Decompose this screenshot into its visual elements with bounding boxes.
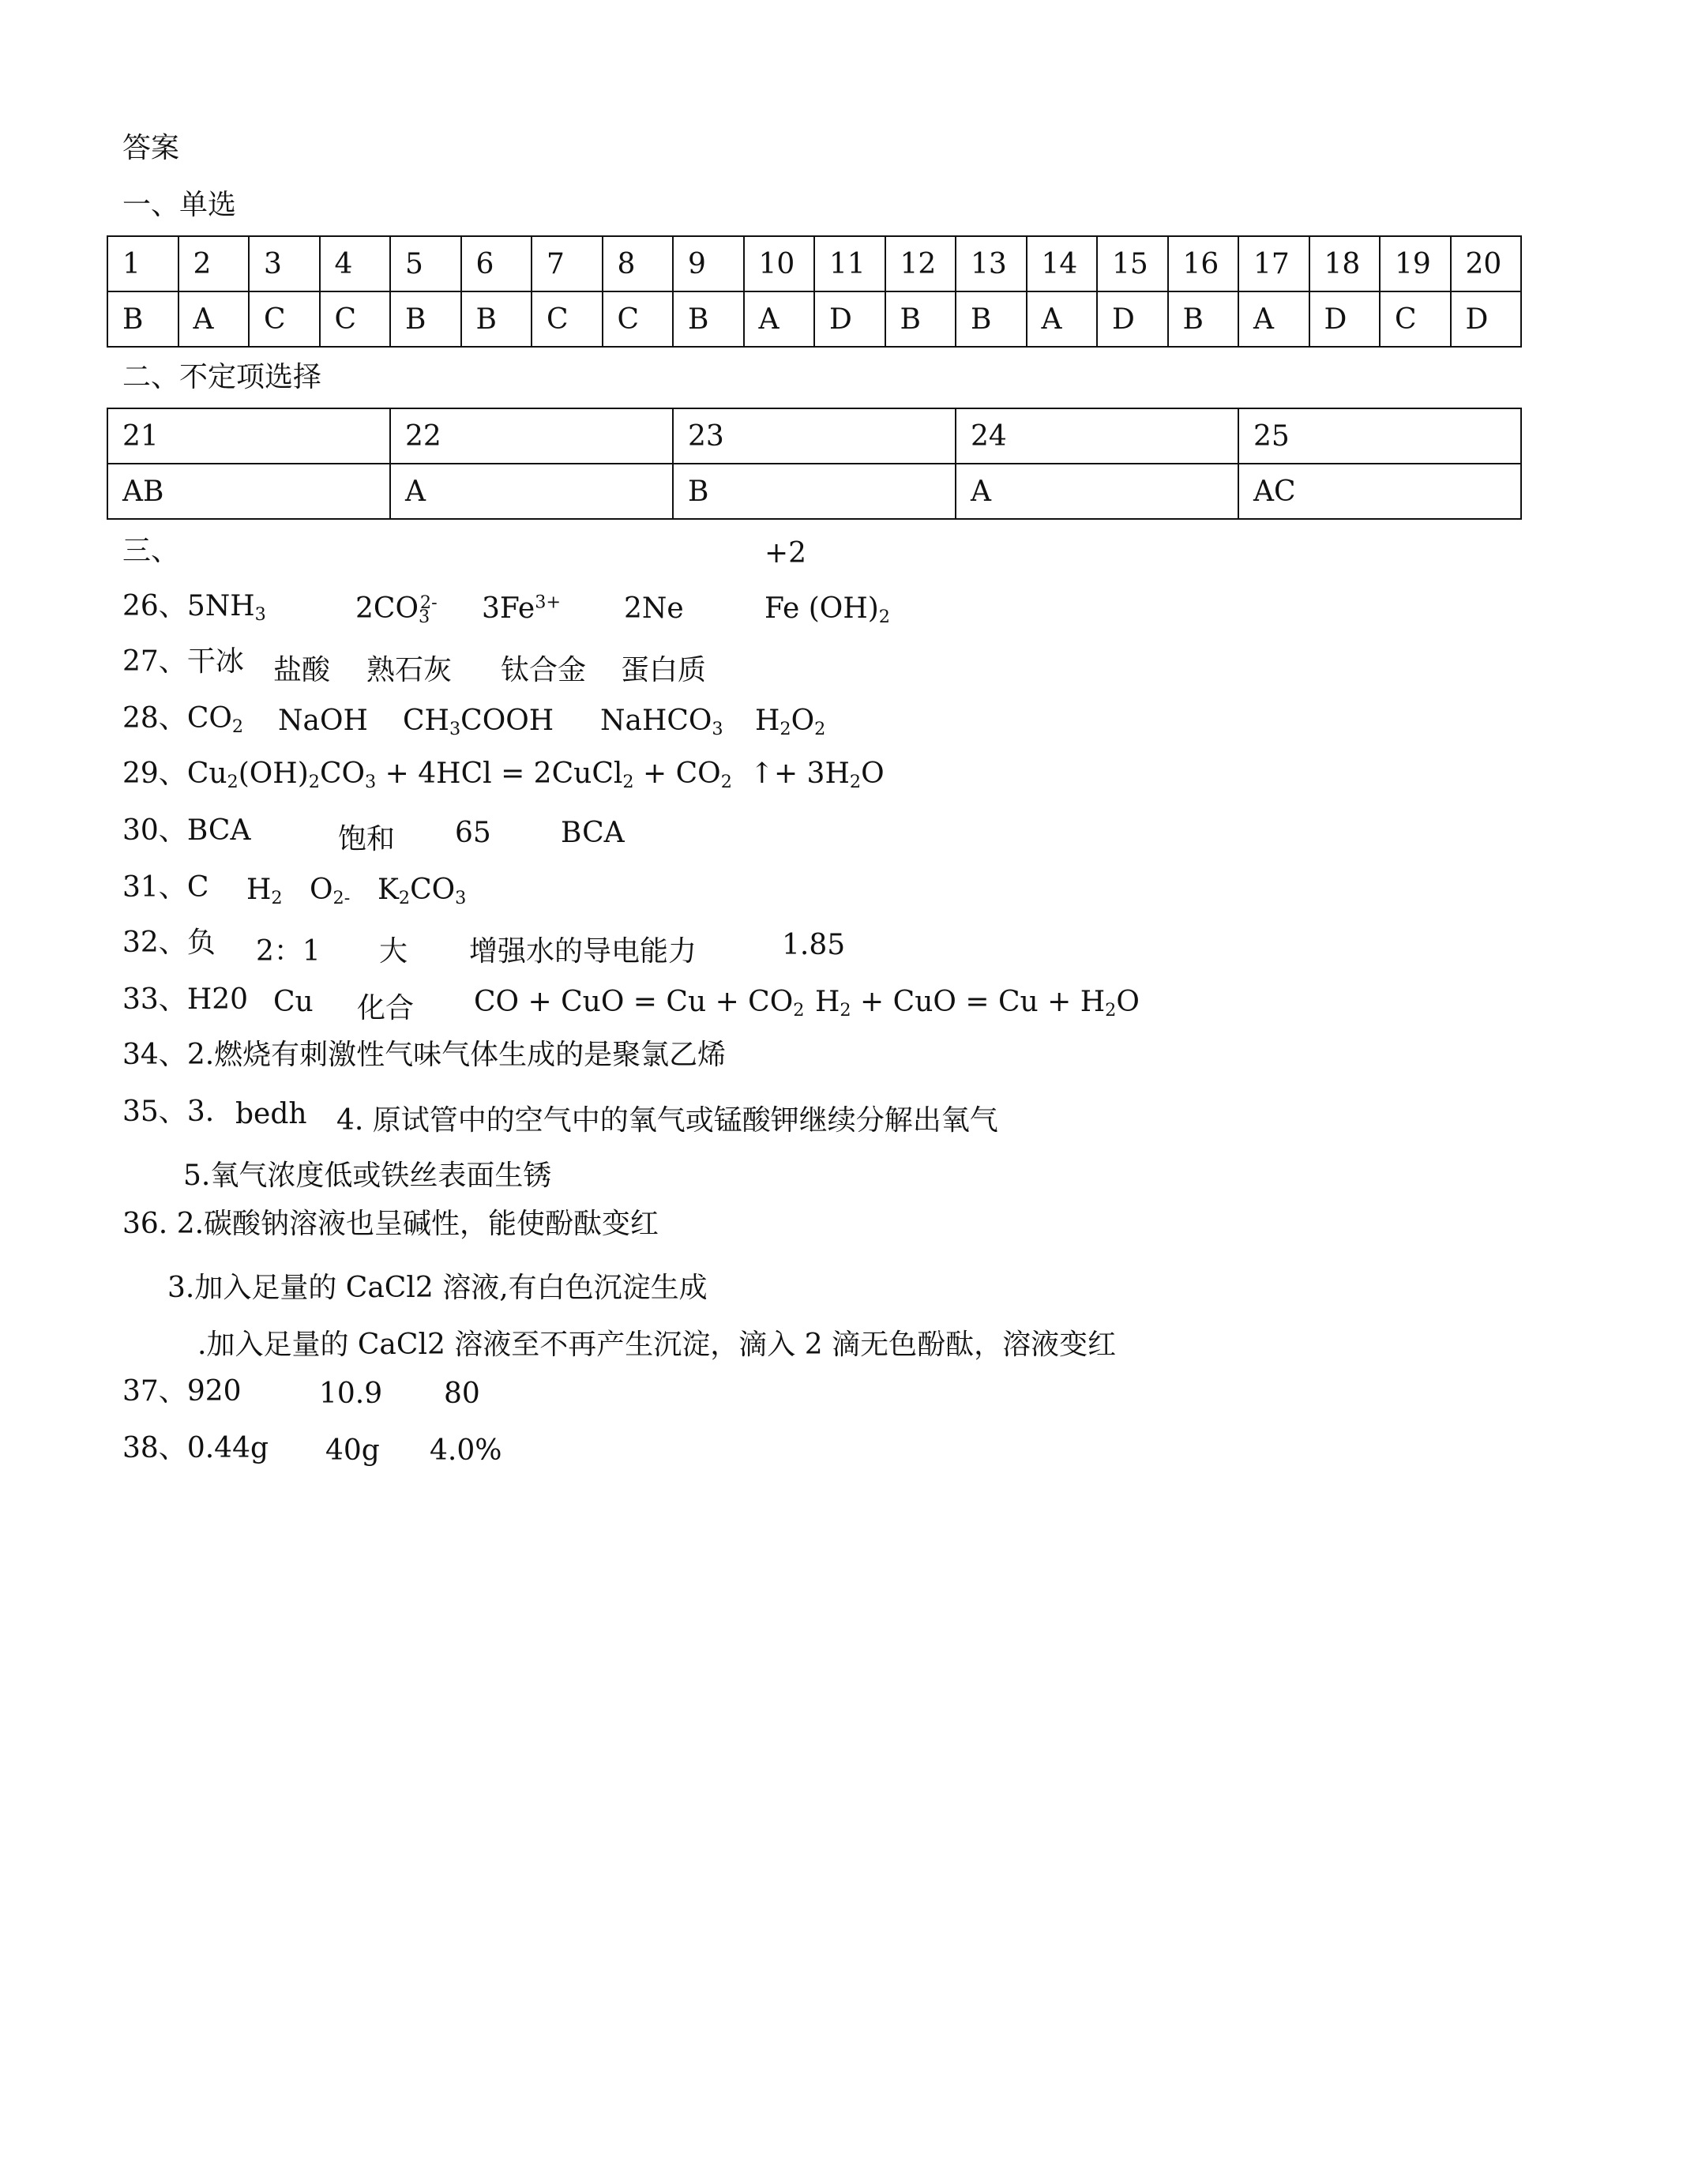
single-choice-number-cell-19: 19 [1380, 236, 1451, 291]
q28-item-5: $H_2O_2$ [755, 705, 826, 740]
multi-choice-number-cell-5: 25 [1238, 408, 1521, 464]
q37-row [122, 1375, 242, 1408]
q26-row [122, 590, 266, 626]
q28-number: 28、 [122, 702, 187, 735]
multi-choice-answer-cell-3: B [673, 464, 956, 519]
q28-item-1: $CO_2$ [186, 702, 244, 738]
q29-number: 29、 [122, 757, 187, 790]
single-choice-answer-cell-11: D [814, 291, 885, 347]
single-choice-answer-cell-17: A [1238, 291, 1309, 347]
q28-item-2: NaOH [278, 705, 368, 737]
single-choice-number-cell-1: 1 [107, 236, 178, 291]
single-choice-answer-cell-18: D [1309, 291, 1381, 347]
single-choice-number-cell-9: 9 [673, 236, 744, 291]
single-choice-number-cell-14: 14 [1027, 236, 1098, 291]
single-choice-number-cell-10: 10 [744, 236, 815, 291]
q35-part3-answer: bedh [235, 1098, 307, 1130]
single-choice-answer-cell-14: A [1027, 291, 1098, 347]
q36-line1: 2.碳酸钠溶液也呈碱性，能使酚酞变红 [176, 1208, 659, 1240]
section3-heading: 三、 [122, 535, 180, 567]
q27-item-1: 干冰 [186, 645, 244, 678]
q30-number: 30、 [122, 814, 187, 847]
single-choice-answer-row [107, 291, 1521, 347]
section1-heading: 一、单选 [122, 189, 237, 221]
q27-item-2: 盐酸 [273, 654, 331, 686]
multi-choice-number-cell-1: 21 [107, 408, 390, 464]
multi-choice-answer-cell-5: AC [1238, 464, 1521, 519]
multi-choice-answer-cell-4: A [956, 464, 1238, 519]
q34-row [122, 1041, 726, 1069]
section2-heading: 二、不定项选择 [122, 361, 322, 393]
single-choice-number-cell-13: 13 [956, 236, 1027, 291]
multi-choice-number-cell-4: 24 [956, 408, 1238, 464]
q32-item-2: 2：1 [256, 935, 321, 968]
q27-item-3: 熟石灰 [366, 654, 453, 686]
q35-number: 35、 [122, 1096, 187, 1128]
q34-number: 34、 [122, 1039, 187, 1071]
single-choice-answer-cell-20: D [1451, 291, 1522, 347]
charge-mark: +2 [764, 537, 807, 569]
single-choice-answer-cell-15: D [1097, 291, 1168, 347]
q30-item-2: 饱和 [338, 823, 396, 855]
single-choice-number-cell-16: 16 [1168, 236, 1239, 291]
q32-item-5: 1.85 [782, 929, 846, 961]
single-choice-number-cell-11: 11 [814, 236, 885, 291]
q35-part3: 3. [186, 1096, 215, 1128]
q33-item-2: Cu [273, 986, 314, 1018]
page-title: 答案 [122, 132, 180, 164]
q31-row [122, 871, 209, 904]
q32-item-1: 负 [186, 927, 216, 959]
q30-item-1: BCA [186, 814, 251, 847]
q28-item-4: NaHCO$_3$ [600, 705, 723, 740]
q30-item-3: 65 [455, 817, 491, 849]
q36-row [122, 1210, 659, 1239]
single-choice-answer-cell-5: B [390, 291, 461, 347]
q38-number: 38、 [122, 1432, 187, 1464]
q33-item-1: H20 [186, 983, 249, 1016]
q36-number: 36. [122, 1208, 177, 1240]
q38-item-3: 4.0% [430, 1434, 502, 1467]
q28-row [122, 702, 244, 738]
single-choice-number-cell-17: 17 [1238, 236, 1309, 291]
single-choice-number-row [107, 236, 1521, 291]
single-choice-answer-cell-3: C [249, 291, 320, 347]
q33-item-3: 化合 [357, 992, 415, 1024]
q26-item-4: 2Ne [624, 592, 684, 625]
q37-number: 37、 [122, 1375, 187, 1408]
q37-item-2: 10.9 [319, 1378, 383, 1410]
q26-item-2: $2CO_3^{2-}$ [355, 592, 438, 628]
single-choice-answer-cell-7: C [532, 291, 603, 347]
q31-number: 31、 [122, 871, 187, 904]
q30-row [122, 814, 251, 847]
single-choice-number-cell-3: 3 [249, 236, 320, 291]
single-choice-answer-cell-19: C [1380, 291, 1451, 347]
q32-number: 32、 [122, 927, 187, 959]
single-choice-answer-cell-13: B [956, 291, 1027, 347]
single-choice-number-cell-6: 6 [461, 236, 532, 291]
q27-row [122, 645, 244, 678]
q32-item-4: 增强水的导电能力 [469, 935, 697, 968]
q26-item-5: Fe $(OH)_2$ [764, 592, 890, 628]
q31-item-1: C [186, 871, 209, 904]
q33-number: 33、 [122, 983, 187, 1016]
q31-item-4: $K_2CO_3$ [378, 874, 467, 909]
q33-item-5: $H_2$ + CuO = $Cu + H_2O$ [815, 986, 1140, 1021]
q27-item-4: 钛合金 [501, 654, 587, 686]
q31-item-3: $O_{2-}$ [310, 874, 351, 909]
q29-equation: $Cu_2(OH)_2CO_3 + 4HCl$ = 2CuCl$_2$ + $CO_2$ ↑+ $3H_2O$ [186, 757, 885, 793]
q35-row [122, 1098, 214, 1126]
q36-line3: .加入足量的 CaCl2 溶液至不再产生沉淀，滴入 2 滴无色酚酞，溶液变红 [197, 1329, 1117, 1361]
multi-choice-answer-cell-1: AB [107, 464, 390, 519]
q32-item-3: 大 [379, 935, 408, 968]
single-choice-number-cell-7: 7 [532, 236, 603, 291]
q34-text: 2.燃烧有刺激性气味气体生成的是聚氯乙烯 [186, 1039, 727, 1071]
single-choice-table [107, 235, 1522, 348]
q35-part4: 4. 原试管中的空气中的氧气或锰酸钾继续分解出氧气 [336, 1104, 998, 1137]
q38-row [122, 1434, 269, 1463]
multi-choice-number-row [107, 408, 1521, 464]
q37-item-3: 80 [444, 1378, 480, 1410]
single-choice-number-cell-4: 4 [320, 236, 391, 291]
multi-choice-answer-row [107, 464, 1521, 519]
single-choice-number-cell-8: 8 [603, 236, 674, 291]
single-choice-answer-cell-6: B [461, 291, 532, 347]
q27-number: 27、 [122, 645, 187, 678]
single-choice-number-cell-18: 18 [1309, 236, 1381, 291]
single-choice-answer-cell-12: B [885, 291, 956, 347]
q26-number: 26、 [122, 590, 187, 622]
single-choice-number-cell-15: 15 [1097, 236, 1168, 291]
q28-item-3: $CH_3COOH$ [403, 705, 554, 740]
q33-item-4: CO + CuO = $Cu + CO_2$ [474, 986, 805, 1021]
q33-row [122, 983, 249, 1016]
q38-item-2: 40g [325, 1434, 380, 1467]
single-choice-answer-cell-10: A [744, 291, 815, 347]
single-choice-answer-cell-16: B [1168, 291, 1239, 347]
single-choice-answer-cell-2: A [178, 291, 250, 347]
single-choice-number-cell-5: 5 [390, 236, 461, 291]
single-choice-number-cell-20: 20 [1451, 236, 1522, 291]
q29-row [122, 757, 885, 793]
q30-item-4: BCA [561, 817, 625, 849]
q31-item-2: $H_2$ [246, 874, 283, 909]
q35-part5: 5.氧气浓度低或铁丝表面生锈 [183, 1160, 552, 1192]
q26-item-1: $5NH_3$ [186, 590, 266, 626]
multi-choice-answer-cell-2: A [390, 464, 673, 519]
q36-line2: 3.加入足量的 CaCl2 溶液,有白色沉淀生成 [167, 1272, 708, 1304]
multi-choice-table [107, 408, 1522, 520]
single-choice-answer-cell-9: B [673, 291, 744, 347]
q27-item-5: 蛋白质 [621, 654, 707, 686]
q38-item-1: 0.44g [186, 1432, 269, 1464]
single-choice-number-cell-12: 12 [885, 236, 956, 291]
multi-choice-number-cell-3: 23 [673, 408, 956, 464]
q32-row [122, 929, 216, 957]
single-choice-number-cell-2: 2 [178, 236, 250, 291]
multi-choice-number-cell-2: 22 [390, 408, 673, 464]
q26-item-3: $3Fe^{3+}$ [482, 592, 562, 625]
single-choice-answer-cell-8: C [603, 291, 674, 347]
single-choice-answer-cell-4: C [320, 291, 391, 347]
q37-item-1: 920 [186, 1375, 242, 1408]
single-choice-answer-cell-1: B [107, 291, 178, 347]
